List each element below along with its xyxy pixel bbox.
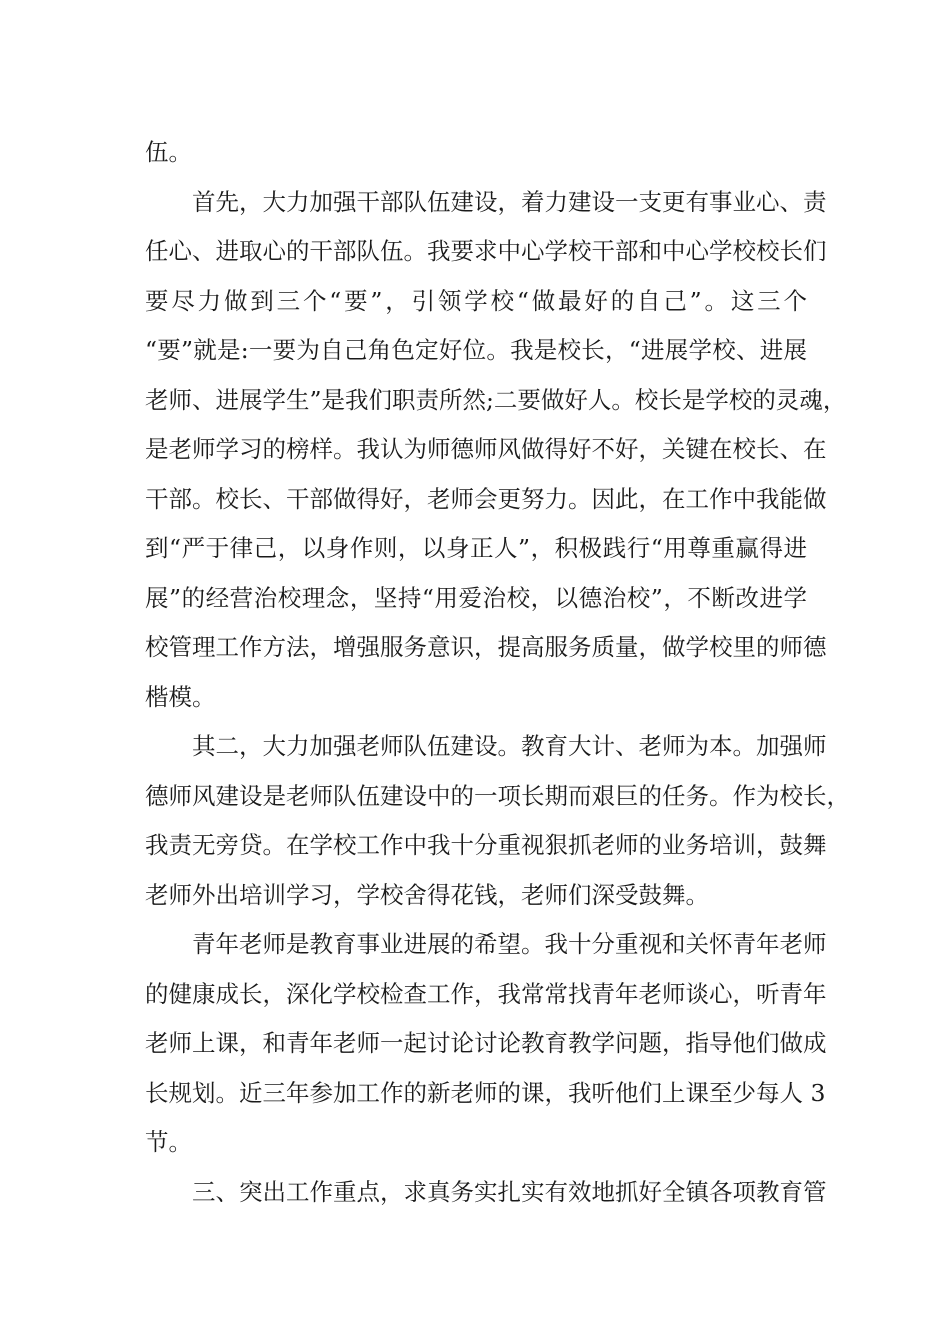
text-line: 干部。校长、干部做得好，老师会更努力。因此，在工作中我能做 (145, 484, 827, 513)
text-line: 任心、进取心的干部队伍。我要求中心学校干部和中心学校校长们 (145, 237, 827, 265)
paragraph-start-line: 其二，大力加强老师队伍建设。教育大计、老师为本。加强师 (192, 732, 827, 760)
text-line: 到“严于律己，以身作则，以身正人”，积极践行“用尊重赢得进 (145, 534, 807, 562)
text-line: 伍。 (145, 138, 192, 166)
text-line: 节。 (145, 1128, 192, 1156)
text-line: 要尽力做到三个“要”，引领学校“做最好的自己”。这三个 (145, 286, 807, 315)
paragraph-start-line: 三、突出工作重点，求真务实扎实有效地抓好全镇各项教育管 (192, 1177, 827, 1206)
paragraph-start-line: 首先，大力加强干部队伍建设，着力建设一支更有事业心、责 (192, 187, 827, 216)
text-line: 我责无旁贷。在学校工作中我十分重视狠抓老师的业务培训，鼓舞 (145, 831, 827, 859)
document-body (145, 128, 850, 1217)
text-line: 是老师学习的榜样。我认为师德师风做得好不好，关键在校长、在 (145, 435, 827, 463)
paragraph-start-line: 青年老师是教育事业进展的希望。我十分重视和关怀青年老师 (192, 930, 827, 958)
text-line: 老师上课，和青年老师一起讨论讨论教育教学问题，指导他们做成 (145, 1029, 827, 1057)
text-line: 老师、进展学生”是我们职责所然;二要做好人。校长是学校的灵魂， (145, 385, 847, 414)
text-line: 楷模。 (145, 682, 216, 711)
text-line: 德师风建设是老师队伍建设中的一项长期而艰巨的任务。作为校长， (145, 781, 850, 810)
text-line: “要”就是:一要为自己角色定好位。我是校长，“进展学校、进展 (145, 336, 807, 364)
text-line: 长规划。近三年参加工作的新老师的课，我听他们上课至少每人 3 (145, 1078, 826, 1107)
text-line: 校管理工作方法，增强服务意识，提高服务质量，做学校里的师德 (145, 633, 827, 661)
text-line: 展”的经营治校理念，坚持“用爱治校，以德治校”，不断改进学 (145, 583, 807, 612)
text-line: 的健康成长，深化学校检查工作，我常常找青年老师谈心，听青年 (145, 979, 827, 1008)
text-line: 老师外出培训学习，学校舍得花钱，老师们深受鼓舞。 (145, 880, 709, 909)
